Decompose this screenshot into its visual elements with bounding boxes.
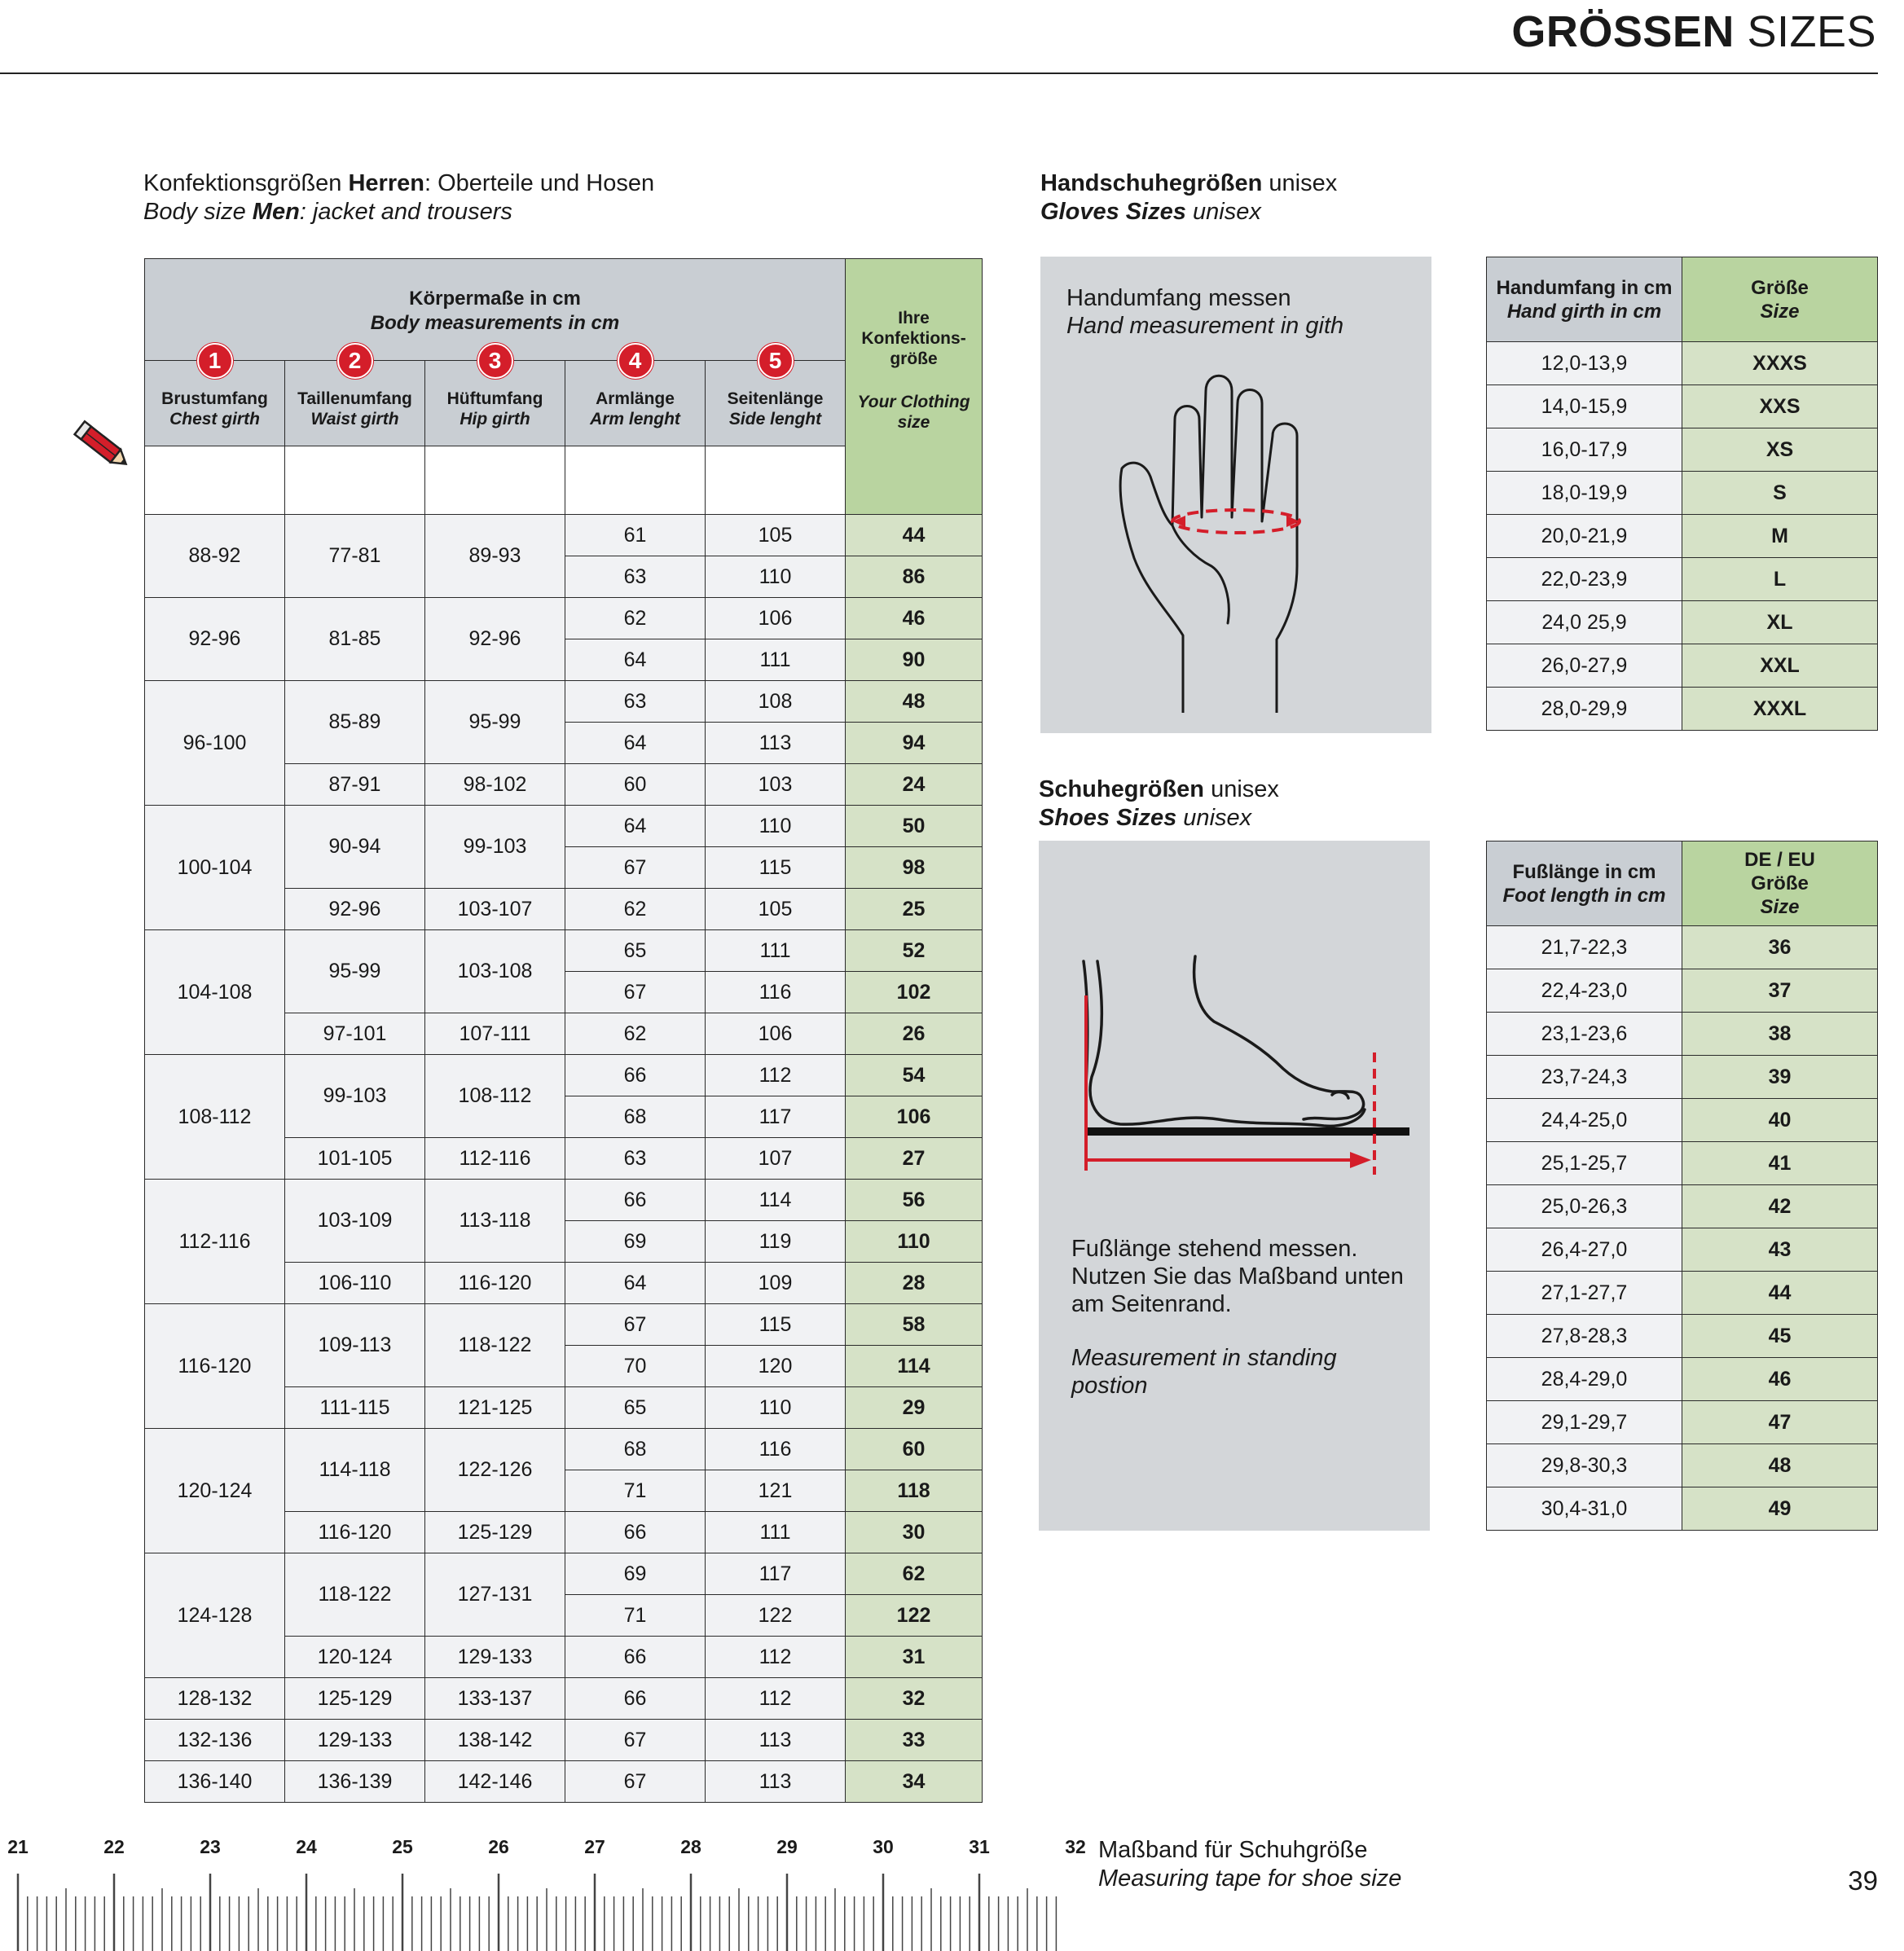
side-length-cell: 115 [706,847,846,889]
side-length-cell: 110 [706,1387,846,1429]
column-header-chest: 1 Brustumfang Chest girth [145,361,285,446]
clothing-size-cell: 60 [846,1429,983,1470]
clothing-size-cell: 58 [846,1304,983,1346]
clothing-size-cell: 102 [846,972,983,1013]
size-cell: 48 [1682,1444,1878,1487]
arm-length-cell: 71 [565,1470,706,1512]
clothing-size-cell: 46 [846,598,983,639]
side-length-cell: 117 [706,1553,846,1595]
measure-cell: 12,0-13,9 [1487,342,1682,385]
clothing-size-cell: 27 [846,1138,983,1180]
men-section-title: Konfektionsgrößen Herren: Oberteile und Hosen Body size Men: jacket and trousers [143,170,655,225]
waist-girth-cell: 97-101 [285,1013,425,1055]
ruler-number: 32 [1065,1836,1086,1857]
number-badge: 3 [477,343,513,379]
table-row [1487,1444,1878,1487]
arm-length-cell: 66 [565,1512,706,1553]
hand-measurement-panel: Handumfang messen Hand measurement in gith [1040,257,1431,733]
size-cell: 47 [1682,1401,1878,1444]
measuring-tape-label: Maßband für Schuhgröße Measuring tape for shoe size [1098,1837,1402,1892]
clothing-size-cell: 98 [846,847,983,889]
side-length-cell: 105 [706,889,846,930]
arm-length-cell: 63 [565,681,706,723]
measure-cell: 27,1-27,7 [1487,1272,1682,1315]
size-cell: M [1682,515,1878,558]
measure-cell: 29,8-30,3 [1487,1444,1682,1487]
measure-cell: 23,7-24,3 [1487,1056,1682,1099]
table-row [1487,385,1878,428]
chest-girth-cell: 92-96 [145,598,285,681]
entry-field-waist[interactable] [285,446,425,515]
table-row [145,806,983,847]
shoes-section-title: Schuhegrößen unisex Shoes Sizes unisex [1039,776,1279,831]
hip-girth-cell: 99-103 [425,806,565,889]
hand-illustration [1114,354,1374,713]
table-row [145,1429,983,1470]
size-cell: 38 [1682,1013,1878,1056]
chest-girth-cell: 108-112 [145,1055,285,1180]
side-length-cell: 115 [706,1304,846,1346]
chest-girth-cell: 136-140 [145,1761,285,1803]
table-row [1487,1401,1878,1444]
side-length-cell: 120 [706,1346,846,1387]
arm-length-cell: 71 [565,1595,706,1637]
ruler-number: 21 [7,1836,29,1857]
table-row [145,1304,983,1346]
measure-cell: 24,4-25,0 [1487,1099,1682,1142]
ruler-number: 22 [103,1836,125,1857]
clothing-size-cell: 122 [846,1595,983,1637]
glove-size-table [1486,257,1878,731]
waist-girth-cell: 116-120 [285,1512,425,1553]
number-badge: 2 [337,343,373,379]
arm-length-cell: 60 [565,764,706,806]
chest-girth-cell: 124-128 [145,1553,285,1678]
clothing-size-cell: 52 [846,930,983,972]
waist-girth-cell: 87-91 [285,764,425,806]
hip-girth-cell: 103-108 [425,930,565,1013]
size-cell: XXL [1682,644,1878,688]
waist-girth-cell: 111-115 [285,1387,425,1429]
arm-length-cell: 66 [565,1637,706,1678]
arm-length-cell: 69 [565,1553,706,1595]
clothing-size-cell: 62 [846,1553,983,1595]
arm-length-cell: 62 [565,889,706,930]
ruler-number: 28 [680,1836,701,1857]
size-cell: 43 [1682,1228,1878,1272]
table-row [145,930,983,972]
clothing-size-cell: 86 [846,556,983,598]
column-header-side: 5 Seitenlänge Side lenght [706,361,846,446]
side-length-cell: 105 [706,515,846,556]
side-length-cell: 116 [706,1429,846,1470]
chest-girth-cell: 100-104 [145,806,285,930]
measure-cell: 28,4-29,0 [1487,1358,1682,1401]
clothing-size-header: Ihre Konfektions-größe Your Clothing size [846,259,983,515]
hip-girth-cell: 133-137 [425,1678,565,1720]
ruler-number: 29 [776,1836,798,1857]
waist-girth-cell: 118-122 [285,1553,425,1637]
side-length-cell: 106 [706,1013,846,1055]
clothing-size-cell: 31 [846,1637,983,1678]
arm-length-cell: 67 [565,1761,706,1803]
arm-length-cell: 63 [565,556,706,598]
table-row [1487,926,1878,969]
clothing-size-cell: 106 [846,1096,983,1138]
measure-cell: 23,1-23,6 [1487,1013,1682,1056]
measure-cell: 22,0-23,9 [1487,558,1682,601]
size-cell: XXXL [1682,688,1878,731]
arm-length-cell: 70 [565,1346,706,1387]
measure-cell: 26,0-27,9 [1487,644,1682,688]
table-row [1487,1315,1878,1358]
ruler-number: 24 [296,1836,317,1857]
waist-girth-cell: 81-85 [285,598,425,681]
ruler-number: 25 [392,1836,413,1857]
side-length-cell: 111 [706,1512,846,1553]
size-cell: XL [1682,601,1878,644]
clothing-size-cell: 48 [846,681,983,723]
entry-field-chest[interactable] [145,446,285,515]
chest-girth-cell: 132-136 [145,1720,285,1761]
entry-field-hip[interactable] [425,446,565,515]
table-row [1487,1142,1878,1185]
size-cell: S [1682,472,1878,515]
arm-length-cell: 64 [565,1263,706,1304]
page-header-title: GRÖSSEN SIZES [1511,7,1876,56]
number-badge: 1 [197,343,233,379]
table-row [1487,644,1878,688]
side-length-cell: 110 [706,806,846,847]
chest-girth-cell: 96-100 [145,681,285,806]
size-cell: 41 [1682,1142,1878,1185]
column-header-hip: 3 Hüftumfang Hip girth [425,361,565,446]
arm-length-cell: 67 [565,972,706,1013]
arm-length-cell: 62 [565,598,706,639]
header-divider [0,73,1878,74]
side-length-cell: 107 [706,1138,846,1180]
side-length-cell: 116 [706,972,846,1013]
gloves-section-title: Handschuhegrößen unisex Gloves Sizes unisex [1040,170,1338,225]
hip-girth-cell: 142-146 [425,1761,565,1803]
table-row [1487,472,1878,515]
clothing-size-cell: 28 [846,1263,983,1304]
size-cell: 42 [1682,1185,1878,1228]
size-cell: XXXS [1682,342,1878,385]
hip-girth-cell: 129-133 [425,1637,565,1678]
waist-girth-cell: 90-94 [285,806,425,889]
chest-girth-cell: 120-124 [145,1429,285,1553]
size-cell: 45 [1682,1315,1878,1358]
shoe-size-header: DE / EU Größe Size [1682,841,1878,926]
measure-cell: 29,1-29,7 [1487,1401,1682,1444]
shoe-size-table [1486,841,1878,1531]
side-length-cell: 112 [706,1637,846,1678]
hip-girth-cell: 108-112 [425,1055,565,1138]
side-length-cell: 110 [706,556,846,598]
clothing-size-cell: 56 [846,1180,983,1221]
measure-cell: 18,0-19,9 [1487,472,1682,515]
side-length-cell: 111 [706,930,846,972]
hip-girth-cell: 112-116 [425,1138,565,1180]
clothing-size-cell: 114 [846,1346,983,1387]
table-row [145,681,983,723]
arm-length-cell: 63 [565,1138,706,1180]
waist-girth-cell: 120-124 [285,1637,425,1678]
size-cell: 49 [1682,1487,1878,1531]
table-row [145,1720,983,1761]
foot-illustration [1055,947,1430,1224]
table-row [145,515,983,556]
arm-length-cell: 64 [565,806,706,847]
chest-girth-cell: 128-132 [145,1678,285,1720]
arm-length-cell: 66 [565,1055,706,1096]
side-length-cell: 122 [706,1595,846,1637]
waist-girth-cell: 103-109 [285,1180,425,1263]
measure-cell: 25,1-25,7 [1487,1142,1682,1185]
table-row [1487,601,1878,644]
table-row [1487,1056,1878,1099]
hip-girth-cell: 138-142 [425,1720,565,1761]
table-row [145,1180,983,1221]
arm-length-cell: 68 [565,1096,706,1138]
hip-girth-cell: 125-129 [425,1512,565,1553]
entry-field-arm[interactable] [565,446,706,515]
side-length-cell: 103 [706,764,846,806]
hip-girth-cell: 118-122 [425,1304,565,1387]
measure-cell: 27,8-28,3 [1487,1315,1682,1358]
side-length-cell: 111 [706,639,846,681]
side-length-cell: 108 [706,681,846,723]
table-row [1487,969,1878,1013]
hip-girth-cell: 121-125 [425,1387,565,1429]
hip-girth-cell: 113-118 [425,1180,565,1263]
ruler-number: 27 [584,1836,605,1857]
column-header-waist: 2 Taillenumfang Waist girth [285,361,425,446]
glove-size-header: Größe Size [1682,257,1878,342]
side-length-cell: 112 [706,1678,846,1720]
measure-cell: 25,0-26,3 [1487,1185,1682,1228]
side-length-cell: 112 [706,1055,846,1096]
body-measurements-header: Körpermaße in cm Body measurements in cm [145,259,846,361]
measure-cell: 26,4-27,0 [1487,1228,1682,1272]
pencil-icon [68,417,134,478]
column-header-arm: 4 Armlänge Arm lenght [565,361,706,446]
size-cell: XS [1682,428,1878,472]
measure-cell: 16,0-17,9 [1487,428,1682,472]
measure-cell: 24,0 25,9 [1487,601,1682,644]
table-row [145,1678,983,1720]
page-number: 39 [1848,1865,1878,1896]
arm-length-cell: 65 [565,930,706,972]
arm-length-cell: 64 [565,723,706,764]
size-cell: 40 [1682,1099,1878,1142]
side-length-cell: 113 [706,1761,846,1803]
hip-girth-cell: 95-99 [425,681,565,764]
side-length-cell: 106 [706,598,846,639]
side-length-cell: 121 [706,1470,846,1512]
measure-cell: 14,0-15,9 [1487,385,1682,428]
ruler-number: 23 [200,1836,221,1857]
table-row [145,598,983,639]
clothing-size-cell: 54 [846,1055,983,1096]
table-row [145,1553,983,1595]
side-length-cell: 114 [706,1180,846,1221]
waist-girth-cell: 95-99 [285,930,425,1013]
chest-girth-cell: 88-92 [145,515,285,598]
measure-cell: 21,7-22,3 [1487,926,1682,969]
hip-girth-cell: 92-96 [425,598,565,681]
clothing-size-cell: 33 [846,1720,983,1761]
clothing-size-cell: 30 [846,1512,983,1553]
measure-cell: 28,0-29,9 [1487,688,1682,731]
ruler-ticks [0,1825,1075,1951]
clothing-size-cell: 94 [846,723,983,764]
size-cell: 39 [1682,1056,1878,1099]
size-cell: 36 [1682,926,1878,969]
arm-length-cell: 61 [565,515,706,556]
waist-girth-cell: 99-103 [285,1055,425,1138]
number-badge: 4 [618,343,653,379]
men-size-table [144,258,983,1803]
clothing-size-cell: 44 [846,515,983,556]
table-row [1487,1272,1878,1315]
measure-cell: 22,4-23,0 [1487,969,1682,1013]
side-length-cell: 117 [706,1096,846,1138]
side-length-cell: 119 [706,1221,846,1263]
hip-girth-cell: 116-120 [425,1263,565,1304]
waist-girth-cell: 77-81 [285,515,425,598]
hip-girth-cell: 98-102 [425,764,565,806]
clothing-size-cell: 110 [846,1221,983,1263]
waist-girth-cell: 92-96 [285,889,425,930]
table-row [1487,558,1878,601]
waist-girth-cell: 125-129 [285,1678,425,1720]
arm-length-cell: 67 [565,847,706,889]
table-row [1487,342,1878,385]
hip-girth-cell: 107-111 [425,1013,565,1055]
arm-length-cell: 66 [565,1180,706,1221]
table-row [1487,1228,1878,1272]
arm-length-cell: 67 [565,1720,706,1761]
size-cell: XXS [1682,385,1878,428]
arm-length-cell: 65 [565,1387,706,1429]
arm-length-cell: 68 [565,1429,706,1470]
number-badge: 5 [758,343,794,379]
measure-cell: 20,0-21,9 [1487,515,1682,558]
hip-girth-cell: 103-107 [425,889,565,930]
measuring-tape [0,1825,1086,1951]
hip-girth-cell: 122-126 [425,1429,565,1512]
clothing-size-cell: 26 [846,1013,983,1055]
arm-length-cell: 69 [565,1221,706,1263]
glove-girth-header: Handumfang in cm Hand girth in cm [1487,257,1682,342]
size-cell: L [1682,558,1878,601]
foot-measurement-panel: Fußlänge stehend messen. Nutzen Sie das Maßband unten am Seitenrand. Measurement in standing postion [1039,841,1430,1531]
clothing-size-cell: 118 [846,1470,983,1512]
hip-girth-cell: 127-131 [425,1553,565,1637]
size-cell: 46 [1682,1358,1878,1401]
waist-girth-cell: 129-133 [285,1720,425,1761]
foot-length-header: Fußlänge in cm Foot length in cm [1487,841,1682,926]
table-row [1487,1099,1878,1142]
chest-girth-cell: 112-116 [145,1180,285,1304]
waist-girth-cell: 101-105 [285,1138,425,1180]
hip-girth-cell: 89-93 [425,515,565,598]
table-row [1487,1013,1878,1056]
table-row [1487,1487,1878,1531]
table-row [1487,688,1878,731]
waist-girth-cell: 114-118 [285,1429,425,1512]
waist-girth-cell: 106-110 [285,1263,425,1304]
clothing-size-cell: 24 [846,764,983,806]
ruler-number: 26 [488,1836,509,1857]
table-row [145,1055,983,1096]
measure-cell: 30,4-31,0 [1487,1487,1682,1531]
chest-girth-cell: 116-120 [145,1304,285,1429]
side-length-cell: 113 [706,1720,846,1761]
size-cell: 44 [1682,1272,1878,1315]
arm-length-cell: 64 [565,639,706,681]
table-row [1487,1185,1878,1228]
clothing-size-cell: 29 [846,1387,983,1429]
entry-field-side[interactable] [706,446,846,515]
ruler-number: 30 [873,1836,894,1857]
clothing-size-cell: 32 [846,1678,983,1720]
size-cell: 37 [1682,969,1878,1013]
clothing-size-cell: 25 [846,889,983,930]
arm-length-cell: 67 [565,1304,706,1346]
side-length-cell: 113 [706,723,846,764]
arm-length-cell: 62 [565,1013,706,1055]
clothing-size-cell: 90 [846,639,983,681]
waist-girth-cell: 109-113 [285,1304,425,1387]
clothing-size-cell: 34 [846,1761,983,1803]
arm-length-cell: 66 [565,1678,706,1720]
waist-girth-cell: 85-89 [285,681,425,764]
table-row [1487,1358,1878,1401]
table-row [1487,515,1878,558]
ruler-number: 31 [969,1836,990,1857]
table-row [145,1761,983,1803]
side-length-cell: 109 [706,1263,846,1304]
clothing-size-cell: 50 [846,806,983,847]
waist-girth-cell: 136-139 [285,1761,425,1803]
table-row [1487,428,1878,472]
chest-girth-cell: 104-108 [145,930,285,1055]
